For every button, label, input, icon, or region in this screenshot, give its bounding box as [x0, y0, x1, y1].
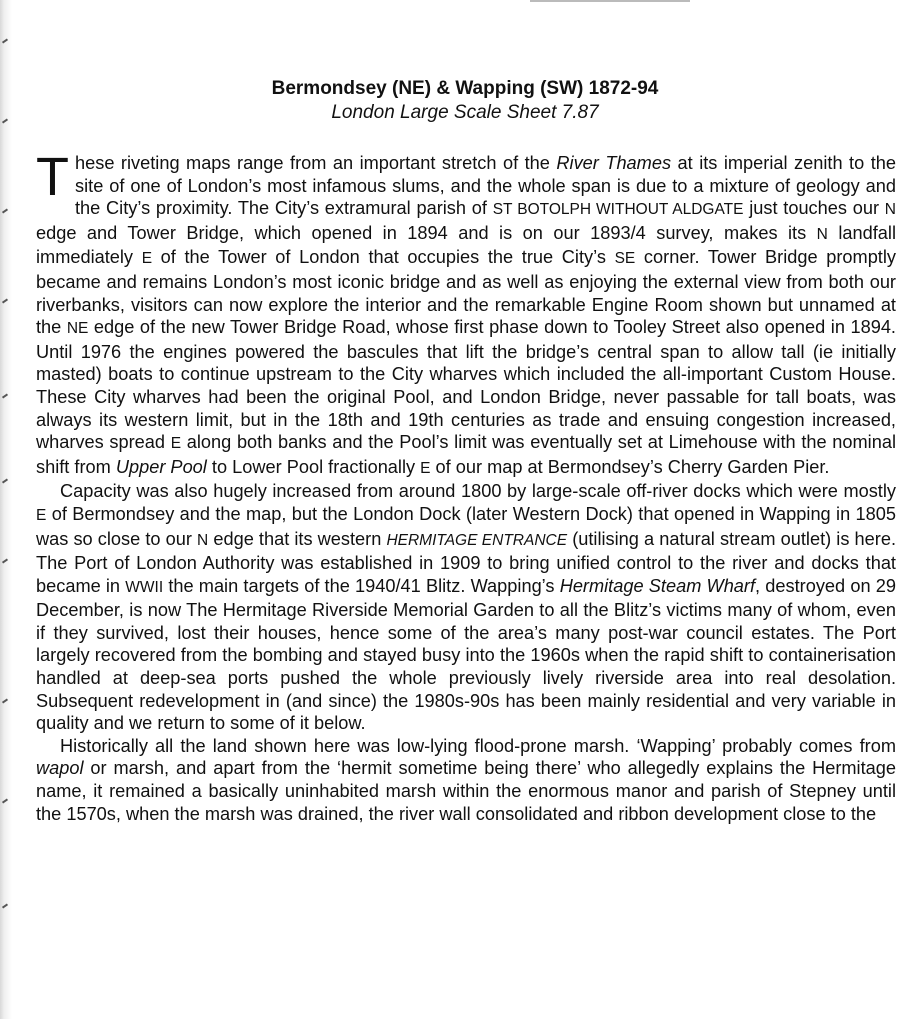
paragraph-2-text: the main targets of the 1940/41 Blitz. Wapping’s [163, 575, 560, 596]
parish-name: ST BOTOLPH WITHOUT ALDGATE [492, 201, 744, 219]
compass-direction: N [884, 201, 896, 219]
paragraph-1-text: landfall immediately [36, 222, 896, 268]
paragraph-1-text: just touches our [743, 198, 885, 219]
page-gutter-edge [0, 0, 12, 1019]
paragraph-1-text: hese riveting maps range from an important stretch of the [75, 153, 557, 173]
paragraph-3 [36, 735, 896, 825]
edge-mark [2, 903, 8, 908]
paragraph-1-text: of the Tower of London that occupies the true City’s [152, 247, 615, 268]
paragraph-2-text: , destroyed on 29 December, is now The Hermitage Riverside Memorial Garden to all the Blitz’s victims many of whom, even if they survived, lost their houses, hence some of the area’s many post-war council estates. The Port largely recovered from the bombing and stayed busy into the 1960s when the rapid shift to containerisation handled at deep-sea ports pushed the whole previously lively riverside area into real desolation. Subsequent redevelopment in (and since) the 1980s-90s has been mainly residential and very variable in quality and we return to some of it below. [36, 575, 897, 734]
paragraph-1-text: edge of the new Tower Bridge Road, whose first phase down to Tooley Street also opened in 1894. Until 1976 the engines powered the bascules that lift the bridge’s central span to allow tall (ie initially masted) boats to continue upstream to the City wharves which included the all-important Custom House. These City wharves had been the original Pool, and London Bridge, never passable for tall boats, was always its western limit, but in the 18th and 19th centuries as trade and ensuing congestion increased, wharves spread [36, 317, 896, 453]
edge-mark [2, 698, 8, 703]
compass-direction: N [816, 225, 828, 243]
paragraph-2-text: (utilising a natural stream outlet) is here. The Port of London Authority was established in 1909 to bring unified control to the river and docks that became in [36, 528, 897, 596]
edge-mark [2, 798, 8, 803]
paragraph-1-text: to Lower Pool fractionally [206, 456, 421, 477]
edge-mark [2, 478, 8, 483]
steam-wharf-name: Hermitage Steam Wharf [559, 575, 756, 596]
top-rule [530, 0, 690, 2]
paragraph-2-text: of Bermondsey and the map, but the London Dock (later Western Dock) that opened in Wapping in 1805 was so close to our [36, 503, 896, 549]
edge-mark [2, 558, 8, 563]
upper-pool-name: Upper Pool [115, 456, 207, 477]
wapol-word: wapol [36, 758, 84, 779]
edge-mark [2, 393, 8, 398]
paragraph-2-text: Capacity was also hugely increased from around 1800 by large-scale off-river docks which were mostly [60, 481, 896, 502]
article-body [36, 147, 897, 825]
paragraph-2 [36, 480, 896, 735]
paragraph-3-text: Historically all the land shown here was low-lying flood-prone marsh. ‘Wapping’ probably comes from [60, 735, 896, 756]
paragraph-1-text: along both banks and the Pool’s limit was eventually set at Limehouse with the nominal shift from [36, 432, 896, 477]
paragraph-1-text: at its imperial zenith to the site of one of London’s most infamous slums, and the whole span is due to a mixture of geology and the City’s proximity. The City’s extramural parish of [75, 153, 896, 219]
river-thames-name: River Thames [556, 153, 672, 173]
paragraph-1-text: corner. Tower Bridge promptly became and remains London’s most iconic bridge and as well as enjoying the external view from both our riverbanks, visitors can now explore the interior and the remarkable Engine Room shown but unnamed at the [36, 247, 896, 338]
compass-direction: E [420, 459, 431, 477]
hermitage-entrance-name: HERMITAGE ENTRANCE [386, 531, 568, 549]
edge-mark [2, 208, 8, 213]
drop-cap: T [36, 147, 69, 207]
edge-mark [2, 38, 8, 43]
page-subtitle: London Large Scale Sheet 7.87 [331, 102, 599, 123]
wwii-label: WWII [125, 578, 164, 596]
compass-direction: N [197, 531, 209, 549]
paragraph-2-text: edge that its western [208, 528, 387, 549]
edge-mark [2, 298, 8, 303]
paragraph-1-text: edge and Tower Bridge, which opened in 1894 and is on our 1893/4 survey, makes its [36, 222, 817, 243]
compass-direction: E [170, 435, 182, 453]
compass-direction: E [36, 506, 47, 524]
paragraph-1 [36, 147, 896, 480]
page-title: Bermondsey (NE) & Wapping (SW) 1872-94 [271, 78, 659, 99]
compass-direction: E [141, 250, 153, 268]
paragraph-3-text: or marsh, and apart from the ‘hermit sometime being there’ who allegedly explains the Hermitage name, it remained a basically uninhabited marsh within the enormous manor and parish of Stepney until the 1570s, when the marsh was drained, the river wall consolidated and ribbon development close to the [36, 758, 896, 824]
paragraph-1-text: of our map at Bermondsey’s Cherry Garden Pier. [430, 456, 830, 477]
compass-direction: SE [614, 250, 636, 268]
compass-direction: NE [66, 320, 89, 338]
